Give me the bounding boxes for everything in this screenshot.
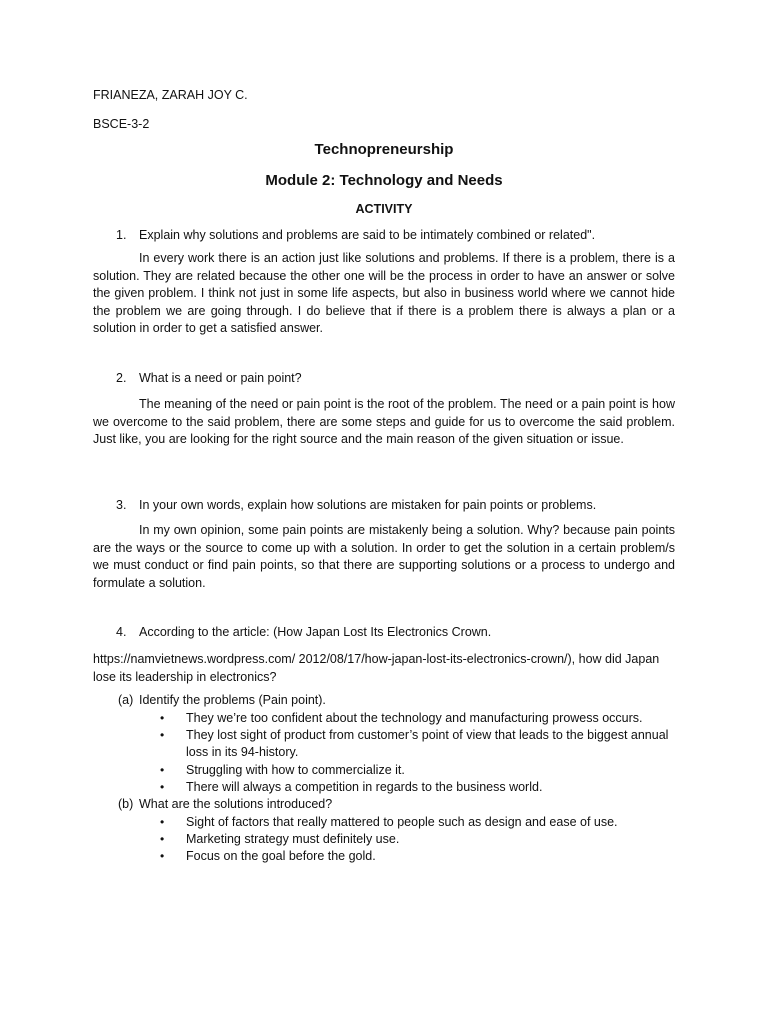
list-item-text: They we’re too confident about the technology and manufacturing prowess occurs. bbox=[186, 711, 643, 725]
bullet-icon: • bbox=[160, 832, 165, 847]
sub-question-text: What are the solutions introduced? bbox=[139, 797, 333, 811]
bullet-icon: • bbox=[160, 779, 165, 794]
answer-paragraph: In every work there is an action just like solutions and problems. If there is a problem, there is a solution. They are related because the other one will be the process in order to have an answer or solve the given problem. I think not just in some life aspects, but also in business world where we cannot hide the problem we are going through. I do believe that if there is a problem there is always a plan or a solution in order to get a satisfied answer. bbox=[93, 251, 675, 336]
sub-question-label: (b) bbox=[118, 797, 134, 811]
list-item bbox=[160, 831, 680, 848]
answer-paragraph: The meaning of the need or pain point is the root of the problem. The need or a pain point is how we overcome to the said problem, there are some steps and guide for us to overcome the said problem. Just like, you are looking for the right source and the main reason of the given situation or issue. bbox=[93, 397, 675, 447]
student-name: FRIANEZA, ZARAH JOY C. bbox=[93, 88, 248, 102]
problems-list bbox=[160, 710, 680, 796]
question-number: 2. bbox=[116, 371, 127, 385]
list-item-text: There will always a competition in regards to the business world. bbox=[186, 779, 543, 794]
list-item-text: They lost sight of product from customer’s point of view that leads to the biggest annual loss in its 94-history. bbox=[186, 728, 669, 760]
bullet-icon: • bbox=[160, 849, 165, 864]
student-section: BSCE-3-2 bbox=[93, 117, 150, 131]
question-text: Explain why solutions and problems are said to be intimately combined or related". bbox=[139, 228, 596, 242]
question-continuation: https://namvietnews.wordpress.com/ 2012/08/17/how-japan-lost-its-electronics-crown/), how did Japan lose its leadership in electronics? bbox=[93, 652, 660, 684]
list-item bbox=[160, 727, 680, 761]
list-item bbox=[160, 762, 680, 779]
bullet-icon: • bbox=[160, 711, 165, 725]
bullet-icon: • bbox=[160, 728, 165, 743]
list-item-text: Sight of factors that really mattered to people such as design and ease of use. bbox=[186, 815, 618, 829]
question-number: 3. bbox=[116, 498, 127, 512]
question-number: 1. bbox=[116, 228, 127, 242]
list-item-text: Struggling with how to commercialize it. bbox=[186, 762, 405, 777]
sub-question-label: (a) bbox=[118, 693, 134, 707]
bullet-icon: • bbox=[160, 762, 165, 777]
activity-label: ACTIVITY bbox=[355, 202, 413, 216]
sub-question-text: Identify the problems (Pain point). bbox=[139, 693, 326, 707]
question-text: What is a need or pain point? bbox=[139, 371, 302, 385]
document-title: Technopreneurship bbox=[314, 141, 454, 158]
list-item-text: Focus on the goal before the gold. bbox=[186, 849, 376, 864]
list-item bbox=[160, 848, 680, 865]
list-item bbox=[160, 814, 680, 831]
answer-paragraph: In my own opinion, some pain points are mistakenly being a solution. Why? because pain points are the ways or the source to come up with a solution. In order to get the solution in a certain problem/s we must conduct or find pain points, so that there are supporting solutions or a process to undergo and formulate a solution. bbox=[93, 523, 675, 590]
question-text: In your own words, explain how solutions are mistaken for pain points or problems. bbox=[139, 498, 597, 512]
list-item-text: Marketing strategy must definitely use. bbox=[186, 832, 400, 847]
document-subtitle: Module 2: Technology and Needs bbox=[265, 172, 503, 189]
list-item bbox=[160, 779, 680, 796]
question-text: According to the article: (How Japan Lost Its Electronics Crown. bbox=[139, 625, 492, 639]
list-item bbox=[160, 710, 680, 727]
question-number: 4. bbox=[116, 625, 127, 639]
bullet-icon: • bbox=[160, 815, 165, 829]
solutions-list bbox=[160, 814, 680, 866]
